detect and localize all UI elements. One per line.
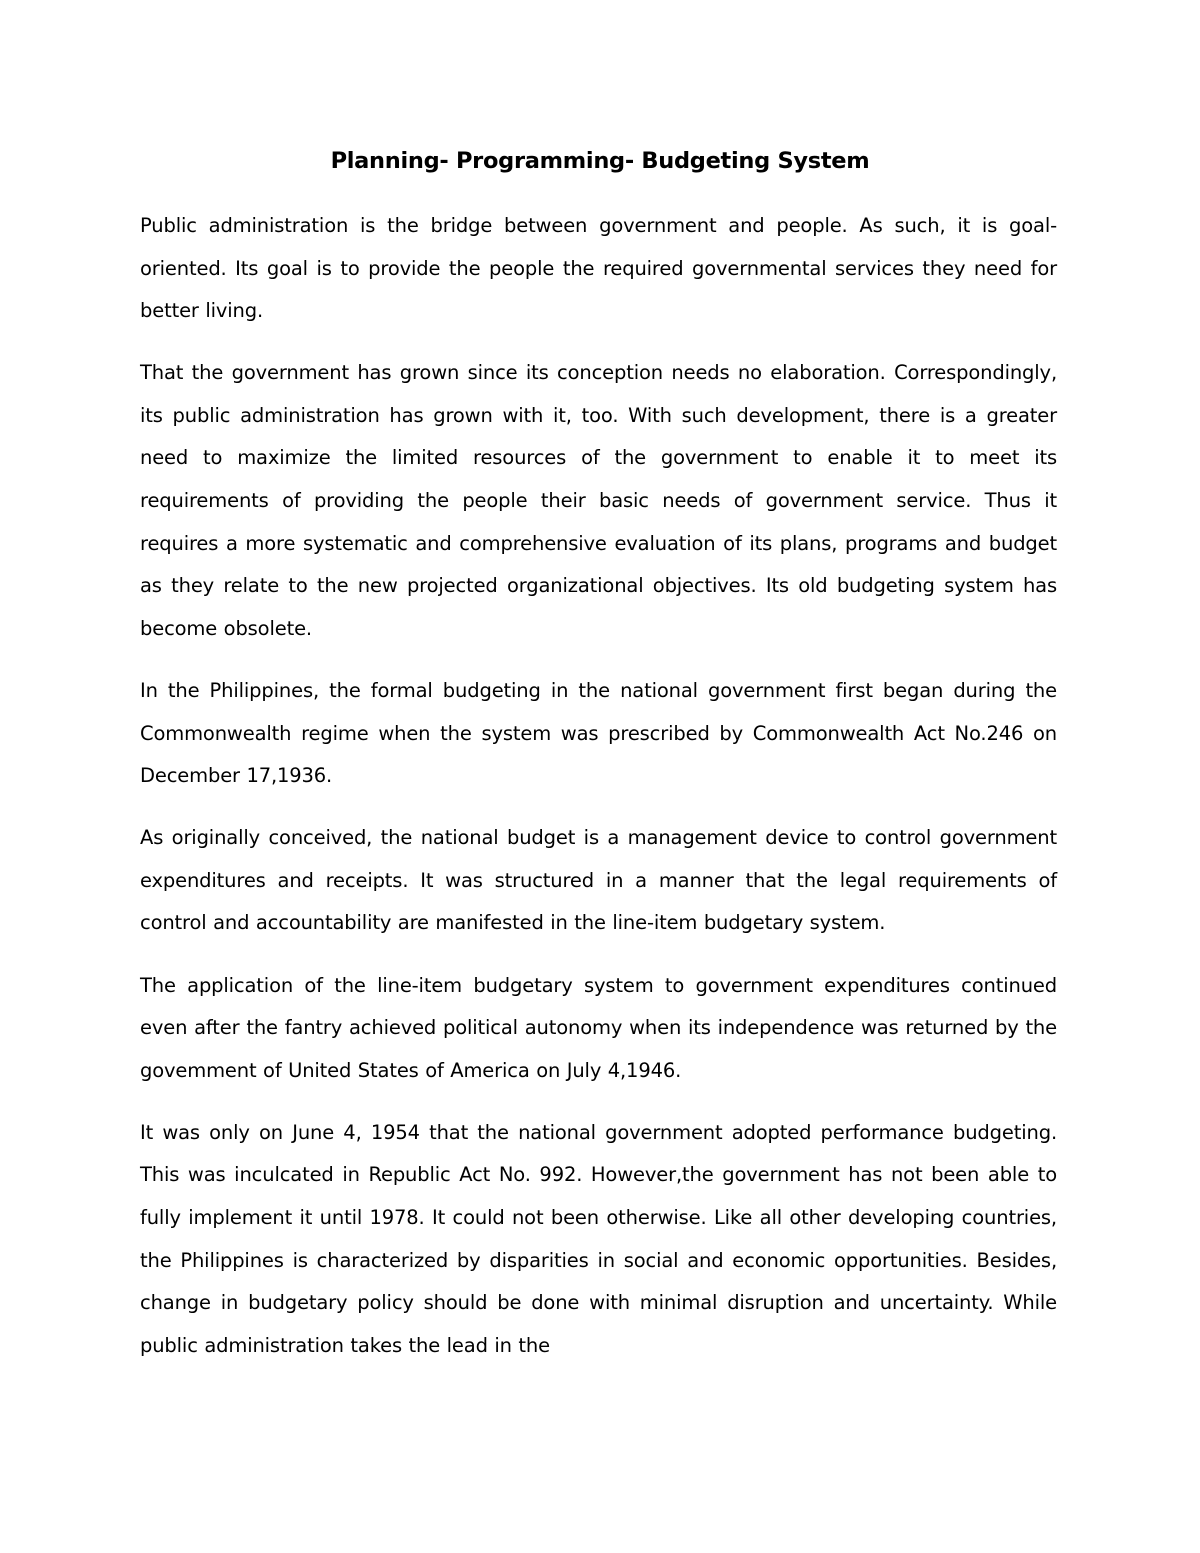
paragraph-5: The application of the line-item budgetary system to government expenditures continued even after the fantry achieved political autonomy when its independence was returned by the govemment of United States of America on July 4,1946. [140, 973, 1057, 1082]
paragraph-2: That the government has grown since its conception needs no elaboration. Correspondingly, its public administration has grown with it, too. With such development, there is a greater need to maximize the limited resources of the government to enable it to meet its requirements of providing the people their basic needs of government service. Thus it requires a more systematic and comprehensive evaluation of its plans, programs and budget as they relate to the new projected organizational objectives. Its old budgeting system has become obsolete. [140, 361, 1057, 640]
document-title: Planning- Programming- Budgeting System [330, 148, 870, 174]
paragraph-3: In the Philippines, the formal budgeting in the national government first began during the Commonwealth regime when the system was prescribed by Commonwealth Act No.246 on December 17,1936. [140, 678, 1057, 788]
paragraph-4: As originally conceived, the national budget is a management device to control government expenditures and receipts. It was structured in a manner that the legal requirements of control and accountability are manifested in the line-item budgetary system. [140, 826, 1057, 935]
document-body [140, 205, 1057, 1387]
paragraph-1: Public administration is the bridge between government and people. As such, it is goal-oriented. Its goal is to provide the people the required governmental services they need for better living. [140, 214, 1057, 323]
paragraph-6: It was only on June 4, 1954 that the national government adopted performance budgeting. This was inculcated in Republic Act No. 992. However,the government has not been able to fully implement it until 1978. It could not been otherwise. Like all other developing countries, the Philippines is characterized by disparities in social and economic opportunities. Besides, change in budgetary policy should be done with minimal disruption and uncertainty. While public administration takes the lead in the [140, 1120, 1057, 1357]
